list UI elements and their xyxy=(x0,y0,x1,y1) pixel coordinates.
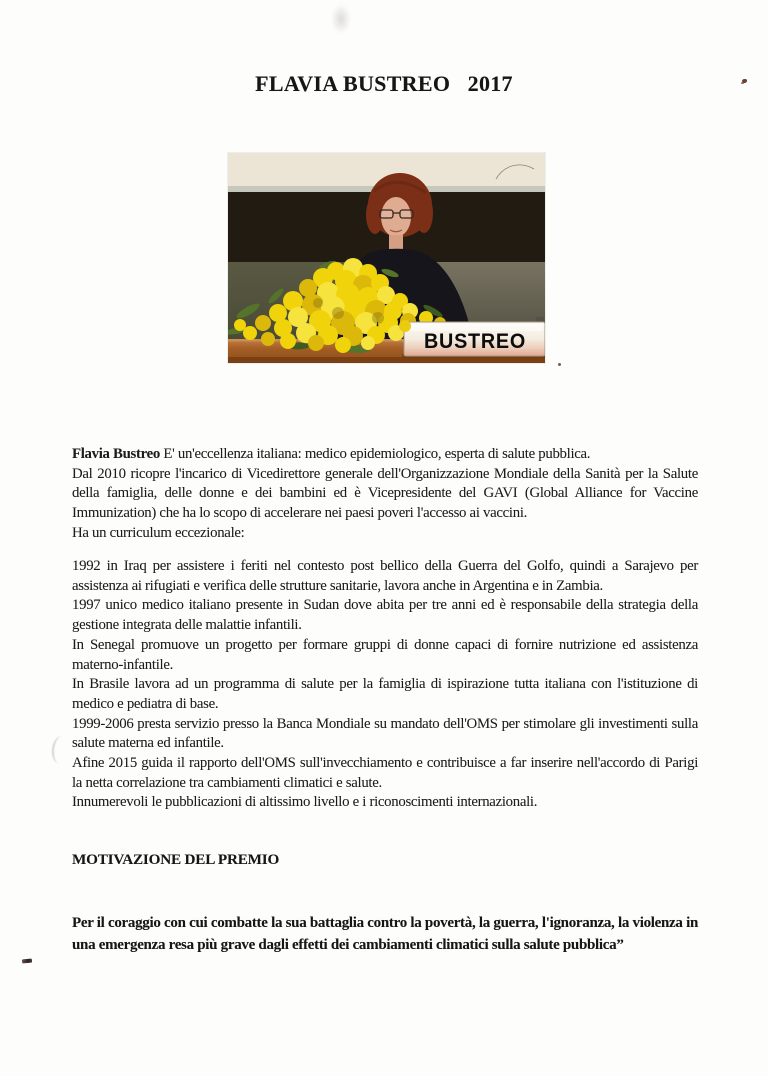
flower-over-plate xyxy=(399,320,411,332)
bio-curriculum-lead: Ha un curriculum eccezionale: xyxy=(72,524,245,541)
curriculum-item-1992: 1992 in Iraq per assistere i feriti nel contesto post bellico della Guerra del Golfo, quindi a Sarajevo per assistenza ai rifugiati e verifica delle strutture sanitarie, lavora anche in Argentina e in Zambia. xyxy=(72,558,698,594)
nameplate-text: BUSTREO xyxy=(424,330,526,353)
curriculum-item-1997: 1997 unico medico italiano presente in Sudan dove abita per tre anni ed è responsabile della strategia della gestione integrata delle malattie infantili. xyxy=(72,597,698,634)
bio-intro-text: E' un'eccellenza italiana: medico epidemiologico, esperta di salute pubblica. xyxy=(160,446,591,462)
document-title: FLAVIA BUSTREO 2017 xyxy=(255,71,513,96)
nameplate xyxy=(399,317,545,358)
bio-intro-name: Flavia Bustreo xyxy=(72,446,161,462)
curriculum-item-brasile: In Brasile lavora ad un programma di salute per la famiglia di ispirazione tutta italiana con l'istituzione di medico e pediatra di base. xyxy=(72,676,698,712)
scan-artifact-speck xyxy=(22,958,32,963)
curriculum-item-pubblicazioni: Innumerevoli le pubblicazioni di altissimo livello e i riconoscimenti internazionali. xyxy=(72,794,538,811)
curriculum-item-senegal: In Senegal promuove un progetto per formare gruppi di donne capaci di fornire nutrizione ed assistenza materno-infantile. xyxy=(72,636,698,673)
bio-paragraph-oms: Dal 2010 ricopre l'incarico di Vicedirettore generale dell'Organizzazione Mondiale della Sanità per la Salute della famiglia, delle donne e dei bambini ed è Vicepresidente del GAVI (Global Alliance for Vaccine Immunization) che ha lo scopo di accelerare nei paesi poveri l'accesso ai vaccini. xyxy=(72,465,698,522)
photo-flavia-bustreo xyxy=(228,153,545,363)
curriculum-section xyxy=(72,557,698,813)
curriculum-item-oms-2015: Afine 2015 guida il rapporto dell'OMS sull'invecchiamento e contribuisce a far inserire nell'accordo di Parigi la netta correlazione tra cambiamenti climatici e salute. xyxy=(72,755,698,791)
scan-artifact-speck xyxy=(558,363,561,366)
scan-artifact-smudge xyxy=(331,4,351,34)
motivation-heading: MOTIVAZIONE DEL PREMIO xyxy=(72,851,280,868)
curriculum-item-banca-mondiale: 1999-2006 presta servizio presso la Banca Mondiale su mandato dell'OMS per stimolare gli investimenti sulla salute materna ed infantile. xyxy=(72,715,698,752)
photo-illustration xyxy=(228,153,545,363)
bio-section xyxy=(72,445,698,544)
scan-artifact-crease xyxy=(51,735,72,765)
woman-neck xyxy=(389,235,403,250)
bio-intro-line xyxy=(72,445,698,465)
motivation-text: Per il coraggio con cui combatte la sua battaglia contro la povertà, la guerra, l'ignoranza, la violenza in una emergenza resa più grave dagli effetti dei cambiamenti climatici sulla salute pubblica” xyxy=(72,915,698,953)
